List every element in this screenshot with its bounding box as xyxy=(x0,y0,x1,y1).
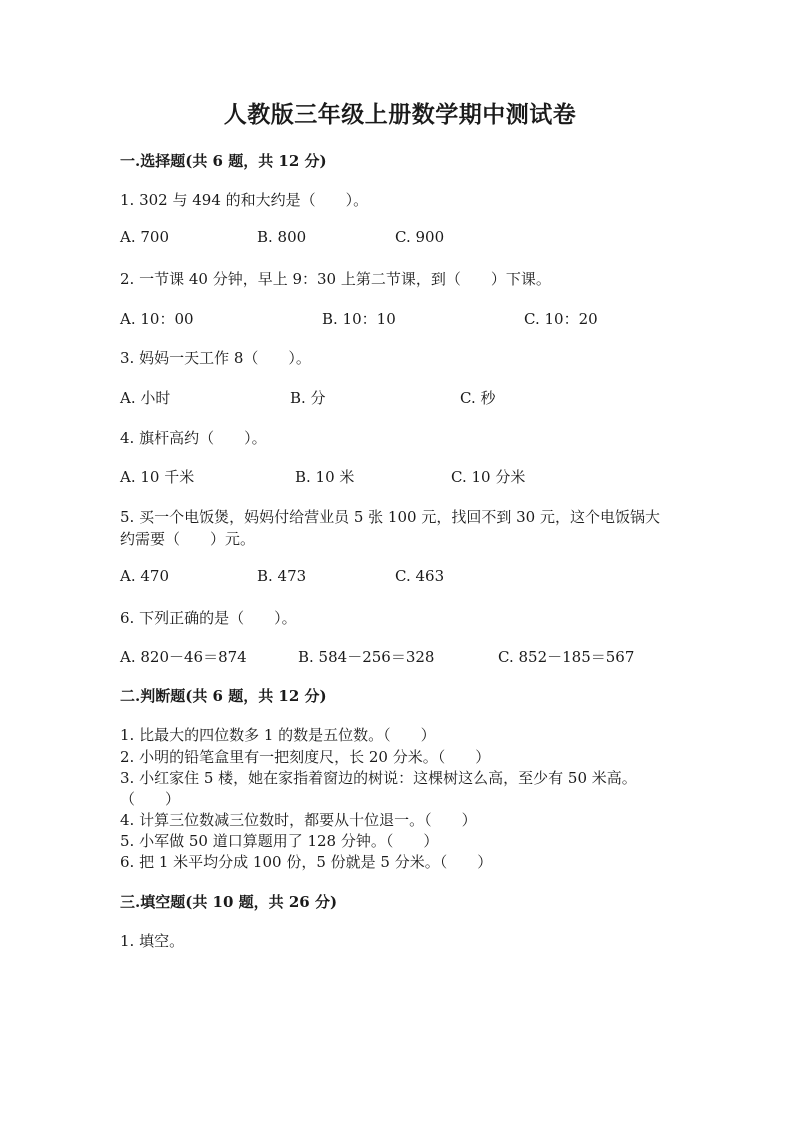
option-3c: C. 秒 xyxy=(460,389,496,407)
question-4: 4. 旗杆高约（ ）。 xyxy=(120,429,267,447)
section-heading-fill: 三.填空题(共 10 题，共 26 分) xyxy=(120,893,338,911)
question-6: 6. 下列正确的是（ ）。 xyxy=(120,609,297,627)
judge-line-3-cont: （ ） xyxy=(120,790,181,808)
option-5b: B. 473 xyxy=(257,567,307,585)
page-title: 人教版三年级上册数学期中测试卷 xyxy=(223,101,577,128)
option-5c: C. 463 xyxy=(395,567,445,585)
section-heading-judge: 二.判断题(共 6 题，共 12 分) xyxy=(120,687,327,705)
option-4a: A. 10 千米 xyxy=(120,468,195,486)
option-2c: C. 10：20 xyxy=(524,310,598,328)
option-6a: A. 820－46＝874 xyxy=(120,648,247,666)
option-4b: B. 10 米 xyxy=(295,468,355,486)
option-4c: C. 10 分米 xyxy=(451,468,526,486)
question-5-line1: 5. 买一个电饭煲，妈妈付给营业员 5 张 100 元，找回不到 30 元，这个电饭锅大 xyxy=(120,508,660,526)
option-1b: B. 800 xyxy=(257,228,307,246)
question-1: 1. 302 与 494 的和大约是（ ）。 xyxy=(120,191,369,209)
option-6b: B. 584－256＝328 xyxy=(298,648,435,666)
judge-line-1: 1. 比最大的四位数多 1 的数是五位数。（ ） xyxy=(120,726,436,744)
judge-line-5: 5. 小军做 50 道口算题用了 128 分钟。（ ） xyxy=(120,832,439,850)
option-1c: C. 900 xyxy=(395,228,445,246)
option-6c: C. 852－185＝567 xyxy=(498,648,635,666)
option-2a: A. 10：00 xyxy=(120,310,194,328)
option-5a: A. 470 xyxy=(120,567,169,585)
judge-line-4: 4. 计算三位数减三位数时，都要从十位退一。（ ） xyxy=(120,811,477,829)
judge-line-2: 2. 小明的铅笔盒里有一把刻度尺，长 20 分米。（ ） xyxy=(120,748,491,766)
section-heading-choice: 一.选择题(共 6 题，共 12 分) xyxy=(120,152,327,170)
fill-question-1: 1. 填空。 xyxy=(120,932,185,950)
question-5-line2: 约需要（ ）元。 xyxy=(120,530,256,548)
option-3a: A. 小时 xyxy=(120,389,171,407)
judge-line-6: 6. 把 1 米平均分成 100 份，5 份就是 5 分米。（ ） xyxy=(120,853,493,871)
option-1a: A. 700 xyxy=(120,228,169,246)
question-3: 3. 妈妈一天工作 8（ ）。 xyxy=(120,349,311,367)
option-2b: B. 10：10 xyxy=(322,310,396,328)
question-2: 2. 一节课 40 分钟，早上 9：30 上第二节课，到（ ）下课。 xyxy=(120,270,551,288)
judge-line-3: 3. 小红家住 5 楼，她在家指着窗边的树说：这棵树这么高，至少有 50 米高。 xyxy=(120,769,637,787)
option-3b: B. 分 xyxy=(290,389,326,407)
